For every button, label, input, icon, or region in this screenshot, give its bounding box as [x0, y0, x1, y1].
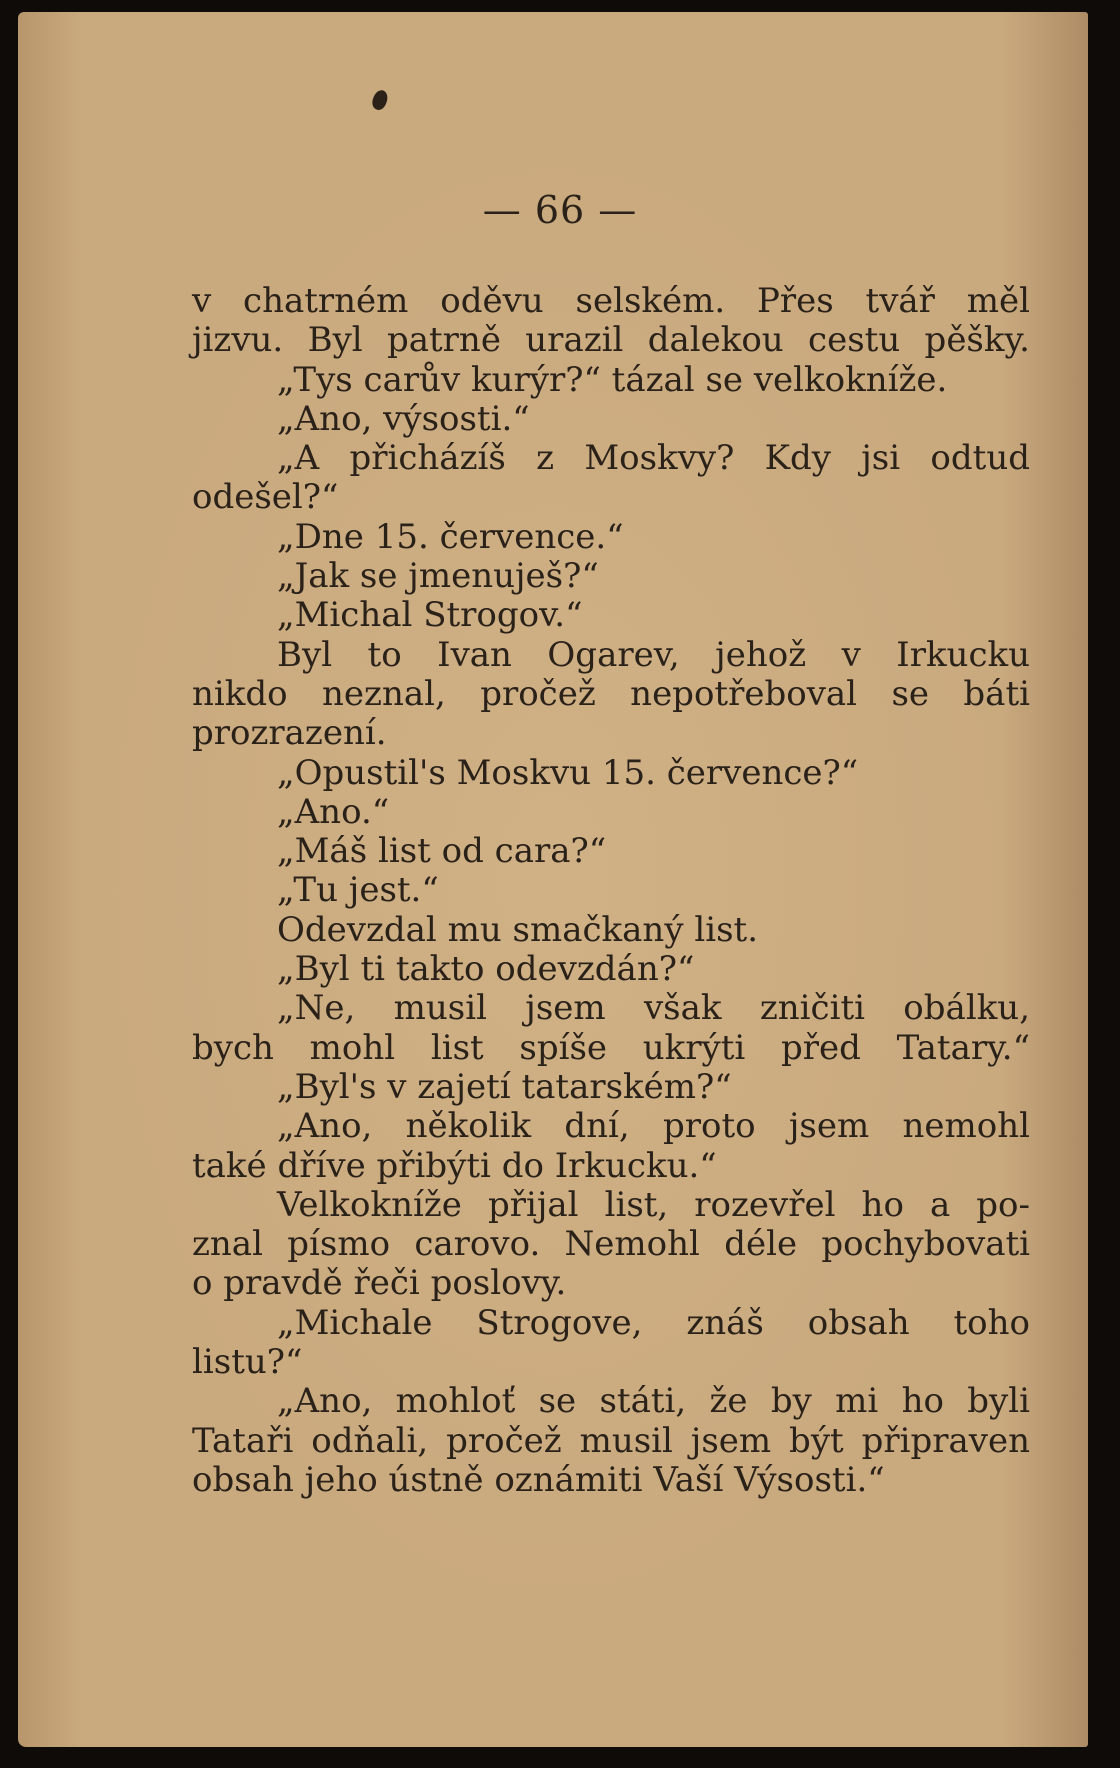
- text-line: „Ne, musil jsem však zničiti obálku,: [277, 988, 1030, 1029]
- text-line: znal písmo carovo. Nemohl déle pochybovati: [192, 1224, 1030, 1265]
- text-line: o pravdě řeči poslovy.: [192, 1263, 567, 1304]
- text-line: prozrazení.: [192, 713, 387, 754]
- text-line: „Michale Strogove, znáš obsah toho: [277, 1302, 1030, 1343]
- page-number: — 66 —: [482, 188, 638, 232]
- text-line: „Opustil's Moskvu 15. července?“: [277, 752, 859, 793]
- text-line: listu?“: [192, 1342, 303, 1383]
- text-line: „Tu jest.“: [277, 870, 439, 911]
- text-line: Tataři odňali, pročež musil jsem být připraven: [192, 1420, 1030, 1461]
- body-text: [192, 282, 1030, 1500]
- text-line: „Ano, několik dní, proto jsem nemohl: [277, 1106, 1030, 1147]
- text-line: „Ano, mohloť se státi, že by mi ho byli: [277, 1381, 1030, 1422]
- text-line: Velkokníže přijal list, rozevřel ho a po-: [277, 1184, 1030, 1225]
- text-line: také dříve přibýti do Irkucku.“: [192, 1145, 717, 1186]
- text-line: obsah jeho ústně oznámiti Vaší Výsosti.“: [192, 1459, 885, 1500]
- text-line: „Ano, výsosti.“: [277, 398, 530, 439]
- ink-smudge: [369, 88, 390, 112]
- text-line: „Tys carův kurýr?“ tázal se velkokníže.: [277, 359, 948, 400]
- text-line: jizvu. Byl patrně urazil dalekou cestu pěšky.: [192, 320, 1030, 361]
- text-line: „Byl's v zajetí tatarském?“: [277, 1066, 732, 1107]
- text-line: odešel?“: [192, 477, 339, 518]
- text-line: Odevzdal mu smačkaný list.: [277, 909, 758, 950]
- text-line: Byl to Ivan Ogarev, jehož v Irkucku: [277, 634, 1030, 675]
- text-line: „Máš list od cara?“: [277, 831, 607, 872]
- text-line: nikdo neznal, pročež nepotřeboval se báti: [192, 673, 1030, 714]
- text-line: „Dne 15. července.“: [277, 516, 624, 557]
- text-line: „Byl ti takto odevzdán?“: [277, 949, 695, 990]
- text-line: „Michal Strogov.“: [277, 595, 583, 636]
- text-line: bych mohl list spíše ukrýti před Tatary.“: [192, 1027, 1030, 1068]
- text-line: v chatrném oděvu selském. Přes tvář měl: [192, 281, 1030, 321]
- text-line: „Ano.“: [277, 791, 390, 832]
- text-line: „A přicházíš z Moskvy? Kdy jsi odtud: [277, 438, 1030, 479]
- text-line: „Jak se jmenuješ?“: [277, 556, 599, 597]
